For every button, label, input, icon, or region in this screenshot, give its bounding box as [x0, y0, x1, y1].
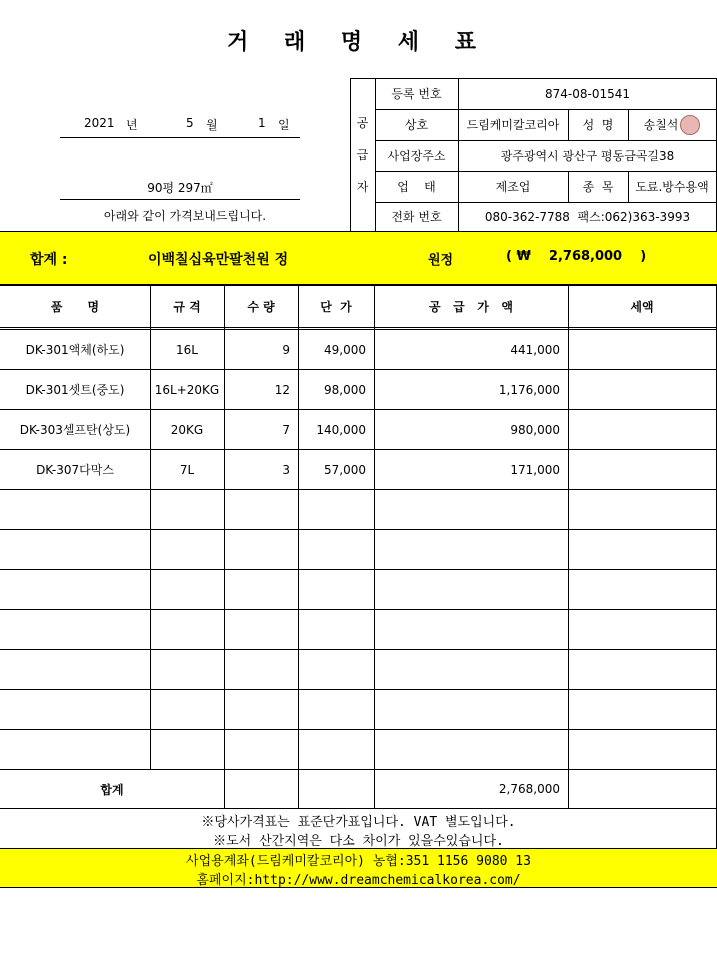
table-total-supply: 2,768,000	[498, 782, 560, 796]
row-1-tax	[568, 330, 716, 369]
bank-info-bar	[0, 848, 717, 888]
company-label: 상호	[404, 118, 429, 132]
row-2-supply: 1,176,000	[498, 382, 560, 397]
date-line	[60, 112, 300, 136]
row-4-qty: 3	[282, 462, 290, 477]
row-4-spec: 7L	[179, 462, 195, 477]
col-header-spec: 규 격	[173, 300, 201, 314]
date-day: 1	[258, 116, 266, 130]
row-3-tax	[568, 410, 716, 449]
phone-label: 전화 번호	[391, 210, 442, 224]
row-2-price: 98,000	[324, 382, 366, 397]
homepage-link[interactable]: 홈페이지:http://www.dreamchemicalkorea.com/	[196, 872, 521, 888]
bank-account: 사업용계좌(드림케미칼코리아) 농협:351 1156 9080 13	[186, 853, 531, 869]
date-month: 5	[186, 116, 194, 130]
col-header-qty: 수 량	[247, 300, 275, 314]
col-header-price: 단 가	[320, 300, 352, 314]
date-month-unit: 월	[206, 118, 218, 132]
row-1-supply: 441,000	[510, 342, 560, 357]
reg-label: 등록 번호	[391, 87, 442, 101]
row-3-price: 140,000	[316, 422, 366, 437]
total-won-label: 원정	[428, 253, 454, 268]
total-korean-amount: 이백칠십육만팔천원 정	[148, 252, 289, 268]
date-year-unit: 년	[126, 118, 138, 132]
col-header-tax: 세액	[630, 300, 654, 314]
row-2-qty: 12	[274, 382, 290, 397]
total-bar-label: 합계 :	[30, 252, 68, 268]
note-price-table: ※당사가격표는 표준단가표입니다. VAT 별도입니다.	[201, 814, 516, 830]
row-1-qty: 9	[282, 342, 290, 357]
business-type-label: 업 태	[397, 180, 436, 194]
row-4-price: 57,000	[324, 462, 366, 477]
greeting: 아래와 같이 가격보내드립니다.	[103, 208, 267, 223]
col-header-supply: 공 급 가 액	[429, 300, 513, 314]
date-day-unit: 일	[278, 118, 290, 132]
note-regional-difference: ※도서 산간지역은 다소 차이가 있을수있습니다.	[213, 833, 504, 849]
table-total-label: 합계	[100, 782, 124, 797]
company-name: 드림케미칼코리아	[466, 118, 560, 132]
date-year: 2021	[84, 116, 115, 130]
rep-name-cell	[628, 109, 716, 140]
row-4-supply: 171,000	[510, 462, 560, 477]
seal-stamp-icon	[680, 115, 700, 135]
address-label: 사업장주소	[387, 149, 446, 163]
business-type: 제조업	[495, 180, 531, 194]
address: 광주광역시 광산구 평동금곡길38	[500, 149, 675, 163]
row-3-name: DK-303셀프탄(상도)	[19, 423, 131, 437]
supplier-side-label-1: 공	[356, 115, 369, 130]
phone-fax: 080-362-7788 팩스:062)363-3993	[484, 210, 691, 224]
row-4-name: DK-307다막스	[36, 463, 114, 477]
row-1-spec: 16L	[176, 342, 198, 357]
reg-number: 874-08-01541	[544, 86, 630, 101]
row-2-name: DK-301셋트(중도)	[25, 383, 125, 397]
supplier-side-label-3: 자	[356, 179, 369, 194]
supplier-side-label-2: 급	[356, 147, 369, 162]
total-amount: ( ₩ 2,768,000 )	[506, 249, 647, 264]
document-title: 거 래 명 세 표	[227, 29, 490, 55]
row-1-price: 49,000	[324, 342, 366, 357]
row-4-tax	[568, 450, 716, 489]
col-header-name: 품 명	[50, 300, 100, 314]
row-1-name: DK-301액체(하도)	[25, 343, 125, 357]
business-item-label: 종 목	[582, 180, 614, 194]
row-3-spec: 20KG	[170, 422, 204, 437]
row-2-spec: 16L+20KG	[154, 382, 220, 397]
rep-name-label: 성 명	[582, 118, 614, 132]
row-3-qty: 7	[282, 422, 290, 437]
row-2-tax	[568, 370, 716, 409]
recipient: 90평 297㎡	[147, 180, 213, 195]
total-bar	[0, 231, 717, 285]
row-3-supply: 980,000	[510, 422, 560, 437]
business-item: 도료.방수용액	[635, 180, 709, 194]
rep-name: 송칠석	[643, 118, 679, 132]
